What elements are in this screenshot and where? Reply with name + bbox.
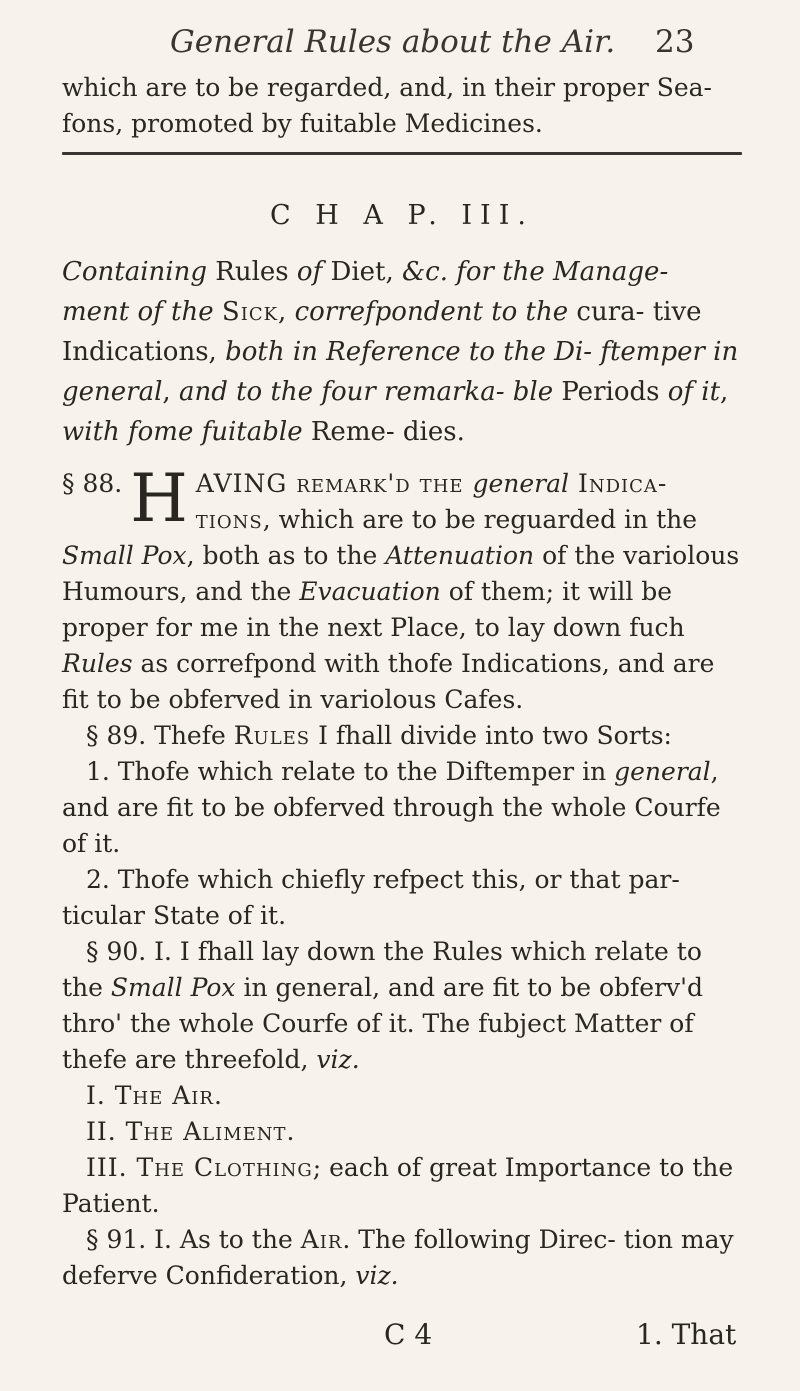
paragraph-text: 1. Thofe which relate to the Diftemper in bbox=[86, 757, 615, 786]
paragraph-text: Attenuation bbox=[385, 541, 535, 570]
running-title: General Rules about the Air. bbox=[170, 24, 616, 60]
summary-text: , bbox=[720, 377, 729, 407]
summary-text: , bbox=[162, 377, 179, 407]
paragraph-text: Evacuation bbox=[299, 577, 441, 606]
paragraph-text: I fhall divide into two Sorts: bbox=[310, 721, 672, 750]
paragraph-text: general bbox=[614, 757, 711, 786]
summary-text: , bbox=[278, 297, 295, 327]
paragraph-89 bbox=[62, 718, 742, 754]
summary-text: Containing bbox=[62, 257, 208, 287]
paragraph-88 bbox=[62, 460, 742, 718]
paragraph-90 bbox=[62, 934, 742, 1078]
paragraph-text: § 89. Thefe bbox=[86, 721, 234, 750]
summary-text: with fome fuitable bbox=[62, 417, 303, 447]
paragraph-text: of them; it will be proper for me in the next Place, to lay down fuch bbox=[62, 577, 685, 642]
carry-over-text: which are to be regarded, and, in their proper Sea- fons, promoted by fuitable Medicines. bbox=[62, 73, 712, 138]
paragraph-text: Small Pox bbox=[62, 541, 187, 570]
paragraph-text: as correfpond with thofe Indications, and are fit to be obferved in variolous Cafes. bbox=[62, 649, 715, 714]
paragraph-text: III. The Clothing bbox=[86, 1153, 313, 1182]
paragraph-text: Indica- tions bbox=[195, 469, 668, 534]
catchword: 1. That bbox=[636, 1318, 737, 1351]
paragraph-text: Air bbox=[300, 1225, 343, 1254]
paragraph-91 bbox=[62, 1222, 742, 1294]
signature-mark: C 4 bbox=[384, 1318, 433, 1351]
list-item bbox=[62, 754, 742, 862]
summary-text: cura- tive Indications, bbox=[62, 297, 702, 367]
list-item: II. The Aliment. bbox=[86, 1117, 296, 1146]
summary-text: Periods bbox=[553, 377, 668, 407]
paragraph-text: Rules bbox=[62, 649, 133, 678]
drop-cap: H bbox=[130, 460, 188, 537]
paragraph-text: AVING remark'd the bbox=[195, 469, 473, 498]
summary-text: of it bbox=[667, 377, 721, 407]
summary-text: and to the four remarka- ble bbox=[178, 377, 554, 407]
paragraph-text: Rules bbox=[233, 721, 311, 750]
summary-text: correfpondent to the bbox=[294, 297, 569, 327]
paragraph-text: . The following Direc- tion may deferve Confideration, bbox=[62, 1225, 734, 1290]
section-mark: § 88. bbox=[62, 469, 123, 498]
paragraph-text: of the variolous Humours, and the bbox=[62, 541, 740, 606]
summary-text: &c. for the Manage- ment of the bbox=[62, 257, 669, 327]
summary-text: both in Reference to the Di- ftemper in general bbox=[62, 337, 739, 407]
paragraph-text: § 90. I. I fhall lay down the Rules which relate to the bbox=[62, 937, 702, 1002]
chapter-rule bbox=[62, 152, 742, 155]
page-number: 23 bbox=[655, 24, 695, 60]
summary-text: Rules bbox=[207, 257, 297, 287]
summary-text: Reme- dies. bbox=[302, 417, 465, 447]
summary-text: Sick bbox=[221, 297, 279, 327]
paragraph-text: , both as to the bbox=[186, 541, 386, 570]
list-item: 2. Thofe which chiefly refpect this, or that par- ticular State of it. bbox=[62, 865, 680, 930]
paragraph-text: § 91. I. As to the bbox=[86, 1225, 301, 1254]
paragraph-text: viz. bbox=[355, 1261, 399, 1290]
section-body bbox=[62, 460, 742, 1294]
paragraph-text: Small Pox bbox=[110, 973, 236, 1002]
summary-text: Diet, bbox=[322, 257, 402, 287]
chapter-summary bbox=[62, 252, 742, 452]
list-item: I. The Air. bbox=[86, 1081, 223, 1110]
paragraph-text: viz. bbox=[316, 1045, 360, 1074]
paragraph-text: , which are to be reguarded in the bbox=[262, 505, 698, 534]
list-item bbox=[62, 1150, 742, 1222]
paragraph-text: , and are fit to be obferved through the whole Courfe of it. bbox=[62, 757, 721, 858]
paragraph-text: in general, and are fit to be obferv'd thro' the whole Courfe of it. The fubject Matter of thefe are threefold, bbox=[62, 973, 704, 1074]
chapter-heading: C H A P. III. bbox=[270, 200, 534, 231]
paragraph-text: ; each of great Importance to the Patient. bbox=[62, 1153, 734, 1218]
summary-text: of bbox=[296, 257, 323, 287]
paragraph-text: general bbox=[472, 469, 570, 498]
